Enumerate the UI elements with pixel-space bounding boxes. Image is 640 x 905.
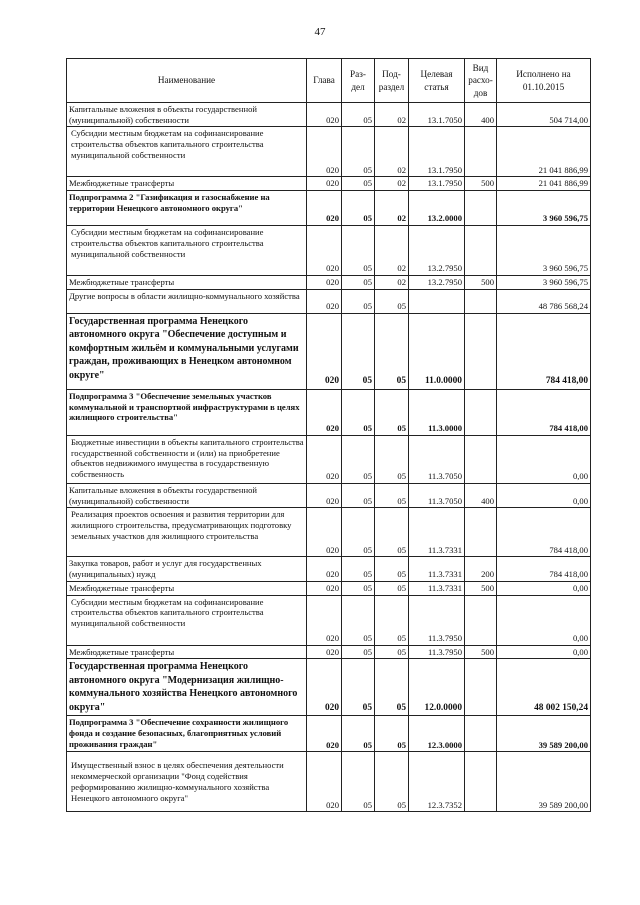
row-type — [465, 127, 497, 177]
row-target: 13.1.7950 — [409, 177, 465, 191]
row-subsection: 05 — [375, 716, 409, 752]
row-target: 11.3.7950 — [409, 595, 465, 645]
row-chapter: 020 — [307, 645, 342, 659]
row-section: 05 — [342, 595, 375, 645]
table-row — [67, 289, 591, 313]
table-row — [67, 435, 591, 483]
row-section: 05 — [342, 435, 375, 483]
row-name: Субсидии местным бюджетам на софинансирование строительства объектов капитального строительства муниципальной собственности — [67, 127, 307, 177]
row-section: 05 — [342, 289, 375, 313]
table-row — [67, 659, 591, 716]
table-row — [67, 595, 591, 645]
row-chapter: 020 — [307, 752, 342, 812]
table-row — [67, 389, 591, 435]
row-section: 05 — [342, 226, 375, 276]
table-row — [67, 276, 591, 290]
row-chapter: 020 — [307, 177, 342, 191]
row-amount: 48 786 568,24 — [497, 289, 591, 313]
row-chapter: 020 — [307, 276, 342, 290]
row-type — [465, 226, 497, 276]
table-row — [67, 103, 591, 127]
row-target — [409, 289, 465, 313]
table-row — [67, 177, 591, 191]
row-name: Закупка товаров, работ и услуг для государственных (муниципальных) нужд — [67, 557, 307, 581]
col-header-expense-type: Вид расхо- дов — [465, 59, 497, 103]
row-section: 05 — [342, 177, 375, 191]
row-type — [465, 508, 497, 557]
table-row — [67, 313, 591, 389]
row-amount: 3 960 596,75 — [497, 276, 591, 290]
row-name: Субсидии местным бюджетам на софинансирование строительства объектов капитального строительства муниципальной собственности — [67, 595, 307, 645]
row-name: Подпрограмма 3 "Обеспечение земельных участков коммунальной и транспортной инфраструктурами в целях жилищного строительства" — [67, 389, 307, 435]
row-subsection: 05 — [375, 435, 409, 483]
table-row — [67, 127, 591, 177]
row-type — [465, 389, 497, 435]
row-target: 13.2.7950 — [409, 226, 465, 276]
row-amount: 504 714,00 — [497, 103, 591, 127]
row-target: 13.1.7950 — [409, 127, 465, 177]
row-type — [465, 435, 497, 483]
row-section: 05 — [342, 127, 375, 177]
row-amount: 0,00 — [497, 435, 591, 483]
row-name: Межбюджетные трансферты — [67, 645, 307, 659]
row-subsection: 02 — [375, 226, 409, 276]
row-type: 400 — [465, 483, 497, 507]
row-name: Другие вопросы в области жилищно-коммунального хозяйства — [67, 289, 307, 313]
row-chapter: 020 — [307, 226, 342, 276]
page-number: 47 — [314, 26, 326, 38]
row-section: 05 — [342, 483, 375, 507]
row-type — [465, 313, 497, 389]
row-chapter: 020 — [307, 483, 342, 507]
row-name: Межбюджетные трансферты — [67, 276, 307, 290]
row-section: 05 — [342, 103, 375, 127]
row-section: 05 — [342, 557, 375, 581]
row-target: 13.2.0000 — [409, 191, 465, 226]
row-amount: 784 418,00 — [497, 389, 591, 435]
row-name: Капитальные вложения в объекты государственной (муниципальной) собственности — [67, 483, 307, 507]
row-section: 05 — [342, 581, 375, 595]
row-section: 05 — [342, 313, 375, 389]
row-target: 11.3.7331 — [409, 557, 465, 581]
table-row — [67, 557, 591, 581]
row-name: Реализация проектов освоения и развития территории для жилищного строительства, предусматривающих подготовку земельных участков для жилищного строительства — [67, 508, 307, 557]
row-target: 11.3.0000 — [409, 389, 465, 435]
row-chapter: 020 — [307, 659, 342, 716]
row-name: Бюджетные инвестиции в объекты капитального строительства государственной собственности и (или) на приобретение объектов недвижимого имущества в государственную собственность — [67, 435, 307, 483]
table-header-row — [67, 59, 591, 103]
row-target: 11.0.0000 — [409, 313, 465, 389]
row-chapter: 020 — [307, 127, 342, 177]
row-target: 12.3.0000 — [409, 716, 465, 752]
row-amount: 0,00 — [497, 595, 591, 645]
row-target: 12.0.0000 — [409, 659, 465, 716]
col-header-name: Наименование — [67, 59, 307, 103]
row-amount: 0,00 — [497, 483, 591, 507]
row-amount: 21 041 886,99 — [497, 127, 591, 177]
row-chapter: 020 — [307, 508, 342, 557]
row-type: 500 — [465, 581, 497, 595]
row-name: Межбюджетные трансферты — [67, 581, 307, 595]
row-chapter: 020 — [307, 191, 342, 226]
row-target: 12.3.7352 — [409, 752, 465, 812]
row-chapter: 020 — [307, 289, 342, 313]
row-amount: 39 589 200,00 — [497, 752, 591, 812]
row-subsection: 02 — [375, 127, 409, 177]
row-subsection: 05 — [375, 313, 409, 389]
row-chapter: 020 — [307, 581, 342, 595]
budget-table — [66, 58, 591, 812]
row-amount: 21 041 886,99 — [497, 177, 591, 191]
row-type — [465, 752, 497, 812]
row-section: 05 — [342, 752, 375, 812]
row-subsection: 05 — [375, 289, 409, 313]
col-header-target-item: Целевая статья — [409, 59, 465, 103]
row-section: 05 — [342, 276, 375, 290]
col-header-executed: Исполнено на 01.10.2015 — [497, 59, 591, 103]
row-subsection: 05 — [375, 645, 409, 659]
row-amount: 3 960 596,75 — [497, 226, 591, 276]
row-amount: 0,00 — [497, 581, 591, 595]
row-name: Субсидии местным бюджетам на софинансирование строительства объектов капитального строительства муниципальной собственности — [67, 226, 307, 276]
row-section: 05 — [342, 191, 375, 226]
row-amount: 48 002 150,24 — [497, 659, 591, 716]
row-subsection: 02 — [375, 191, 409, 226]
row-target: 13.2.7950 — [409, 276, 465, 290]
table-row — [67, 581, 591, 595]
table-row — [67, 483, 591, 507]
row-amount: 784 418,00 — [497, 508, 591, 557]
row-name: Межбюджетные трансферты — [67, 177, 307, 191]
row-amount: 39 589 200,00 — [497, 716, 591, 752]
row-subsection: 05 — [375, 752, 409, 812]
row-section: 05 — [342, 508, 375, 557]
row-name: Имущественный взнос в целях обеспечения деятельности некоммерческой организации "Фонд содействия реформированию жилищно-коммунального хозяйства Ненецкого автономного округа" — [67, 752, 307, 812]
table-row — [67, 645, 591, 659]
row-subsection: 02 — [375, 103, 409, 127]
row-type — [465, 659, 497, 716]
table-row — [67, 508, 591, 557]
row-subsection: 05 — [375, 659, 409, 716]
row-type: 500 — [465, 645, 497, 659]
col-header-subsection: Под- раздел — [375, 59, 409, 103]
row-amount: 784 418,00 — [497, 313, 591, 389]
row-subsection: 05 — [375, 557, 409, 581]
row-name: Капитальные вложения в объекты государственной (муниципальной) собственности — [67, 103, 307, 127]
row-target: 13.1.7050 — [409, 103, 465, 127]
row-target: 11.3.7331 — [409, 508, 465, 557]
row-type: 200 — [465, 557, 497, 581]
row-section: 05 — [342, 716, 375, 752]
row-type — [465, 716, 497, 752]
row-subsection: 05 — [375, 581, 409, 595]
row-chapter: 020 — [307, 435, 342, 483]
col-header-chapter: Глава — [307, 59, 342, 103]
row-type — [465, 289, 497, 313]
row-name: Государственная программа Ненецкого автономного округа "Обеспечение доступным и комфортным жильём и коммунальными услугами граждан, проживающих в Ненецком автономном округе" — [67, 313, 307, 389]
row-subsection: 05 — [375, 595, 409, 645]
col-header-section: Раз- дел — [342, 59, 375, 103]
row-type: 400 — [465, 103, 497, 127]
table-row — [67, 226, 591, 276]
row-subsection: 02 — [375, 177, 409, 191]
row-section: 05 — [342, 659, 375, 716]
row-target: 11.3.7050 — [409, 483, 465, 507]
row-target: 11.3.7950 — [409, 645, 465, 659]
row-amount: 3 960 596,75 — [497, 191, 591, 226]
row-subsection: 05 — [375, 508, 409, 557]
row-amount: 0,00 — [497, 645, 591, 659]
table-row — [67, 716, 591, 752]
row-chapter: 020 — [307, 313, 342, 389]
row-type — [465, 595, 497, 645]
row-type: 500 — [465, 177, 497, 191]
row-subsection: 02 — [375, 276, 409, 290]
row-type — [465, 191, 497, 226]
row-chapter: 020 — [307, 716, 342, 752]
row-name: Подпрограмма 2 "Газификация и газоснабжение на территории Ненецкого автономного округа" — [67, 191, 307, 226]
row-name: Государственная программа Ненецкого автономного округа "Модернизация жилищно-коммунального хозяйства Ненецкого автономного округа" — [67, 659, 307, 716]
row-chapter: 020 — [307, 103, 342, 127]
row-amount: 784 418,00 — [497, 557, 591, 581]
row-chapter: 020 — [307, 595, 342, 645]
row-chapter: 020 — [307, 389, 342, 435]
table-row — [67, 752, 591, 812]
row-section: 05 — [342, 389, 375, 435]
row-subsection: 05 — [375, 483, 409, 507]
row-target: 11.3.7050 — [409, 435, 465, 483]
row-target: 11.3.7331 — [409, 581, 465, 595]
row-name: Подпрограмма 3 "Обеспечение сохранности жилищного фонда и создание безопасных, благоприятных условий проживания граждан" — [67, 716, 307, 752]
row-section: 05 — [342, 645, 375, 659]
row-chapter: 020 — [307, 557, 342, 581]
row-type: 500 — [465, 276, 497, 290]
table-row — [67, 191, 591, 226]
row-subsection: 05 — [375, 389, 409, 435]
